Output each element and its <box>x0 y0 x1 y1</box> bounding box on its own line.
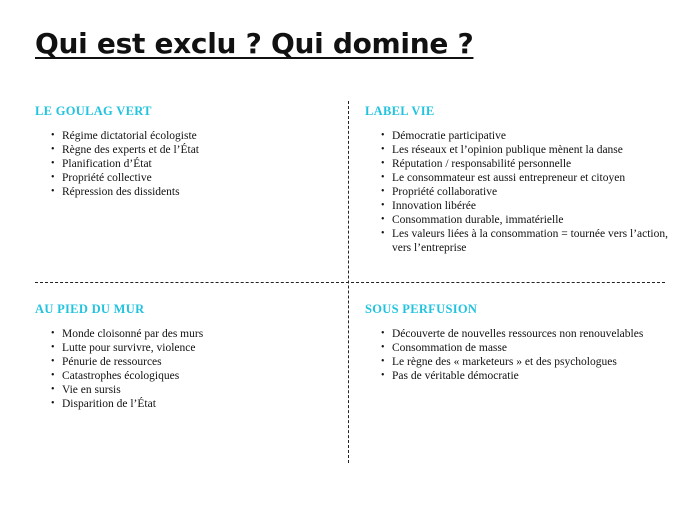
quadrant-title: LABEL VIE <box>365 104 435 118</box>
bullet-list <box>35 129 335 199</box>
list-item-text: Consommation durable, immatérielle <box>392 214 564 226</box>
bullet-icon: • <box>381 214 385 225</box>
list-item <box>51 383 335 397</box>
list-item <box>381 129 670 143</box>
bullet-icon: • <box>51 158 55 169</box>
list-item-text: Propriété collaborative <box>392 186 498 198</box>
quadrant-title: AU PIED DU MUR <box>35 302 145 316</box>
bullet-icon: • <box>381 186 385 197</box>
list-item-text: Propriété collective <box>62 172 152 184</box>
bullet-icon: • <box>381 172 385 183</box>
page-title: Qui est exclu ? Qui domine ? <box>35 27 474 60</box>
quadrant-title: SOUS PERFUSION <box>365 302 478 316</box>
list-item <box>381 341 685 355</box>
bullet-list <box>365 129 670 255</box>
list-item <box>381 369 685 383</box>
bullet-icon: • <box>381 370 385 381</box>
list-item <box>381 355 685 369</box>
list-item-text: Régime dictatorial écologiste <box>62 130 197 142</box>
quadrant-sous-perfusion <box>365 301 685 383</box>
list-item-text: Démocratie participative <box>392 130 506 142</box>
quadrant-le-goulag-vert <box>35 103 335 199</box>
bullet-icon: • <box>381 328 385 339</box>
bullet-icon: • <box>381 130 385 141</box>
bullet-icon: • <box>381 144 385 155</box>
list-item <box>381 227 670 255</box>
list-item <box>51 397 335 411</box>
list-item <box>381 143 670 157</box>
list-item <box>51 171 335 185</box>
bullet-icon: • <box>51 130 55 141</box>
list-item-text: Le règne des « marketeurs » et des psychologues <box>392 356 617 368</box>
bullet-icon: • <box>51 342 55 353</box>
list-item-text: Lutte pour survivre, violence <box>62 342 196 354</box>
list-item-text: Répression des dissidents <box>62 186 180 198</box>
bullet-icon: • <box>51 384 55 395</box>
list-item <box>381 157 670 171</box>
list-item-text: Monde cloisonné par des murs <box>62 328 204 340</box>
bullet-icon: • <box>51 172 55 183</box>
list-item <box>51 341 335 355</box>
list-item-text: Disparition de l’État <box>62 398 156 410</box>
list-item <box>381 185 670 199</box>
list-item-text: Innovation libérée <box>392 200 476 212</box>
list-item-text: Découverte de nouvelles ressources non renouvelables <box>392 328 644 340</box>
list-item <box>51 185 335 199</box>
list-item <box>381 213 670 227</box>
list-item-text: Vie en sursis <box>62 384 121 396</box>
horizontal-divider <box>35 282 665 283</box>
quadrant-au-pied-du-mur <box>35 301 335 411</box>
bullet-icon: • <box>51 398 55 409</box>
bullet-icon: • <box>51 370 55 381</box>
list-item <box>51 327 335 341</box>
list-item-text: Planification d’État <box>62 158 152 170</box>
list-item-text: Le consommateur est aussi entrepreneur et citoyen <box>392 172 626 184</box>
bullet-icon: • <box>381 342 385 353</box>
list-item-text: Les réseaux et l’opinion publique mènent la danse <box>392 144 623 156</box>
bullet-icon: • <box>51 328 55 339</box>
bullet-list <box>365 327 685 383</box>
bullet-icon: • <box>51 144 55 155</box>
list-item <box>51 355 335 369</box>
list-item <box>381 171 670 185</box>
list-item-text: Les valeurs liées à la consommation = tournée vers l’action, vers l’entreprise <box>392 228 669 254</box>
bullet-icon: • <box>381 356 385 367</box>
list-item <box>381 327 685 341</box>
quadrant-label-vie <box>365 103 670 255</box>
quadrant-title: LE GOULAG VERT <box>35 104 152 118</box>
list-item <box>51 143 335 157</box>
bullet-icon: • <box>381 158 385 169</box>
list-item-text: Pénurie de ressources <box>62 356 162 368</box>
bullet-icon: • <box>381 200 385 211</box>
bullet-icon: • <box>51 356 55 367</box>
bullet-icon: • <box>381 228 385 239</box>
bullet-icon: • <box>51 186 55 197</box>
list-item <box>51 157 335 171</box>
list-item <box>51 129 335 143</box>
list-item-text: Réputation / responsabilité personnelle <box>392 158 572 170</box>
list-item-text: Pas de véritable démocratie <box>392 370 519 382</box>
list-item <box>381 199 670 213</box>
list-item <box>51 369 335 383</box>
list-item-text: Catastrophes écologiques <box>62 370 180 382</box>
list-item-text: Consommation de masse <box>392 342 507 354</box>
bullet-list <box>35 327 335 411</box>
list-item-text: Règne des experts et de l’État <box>62 144 199 156</box>
